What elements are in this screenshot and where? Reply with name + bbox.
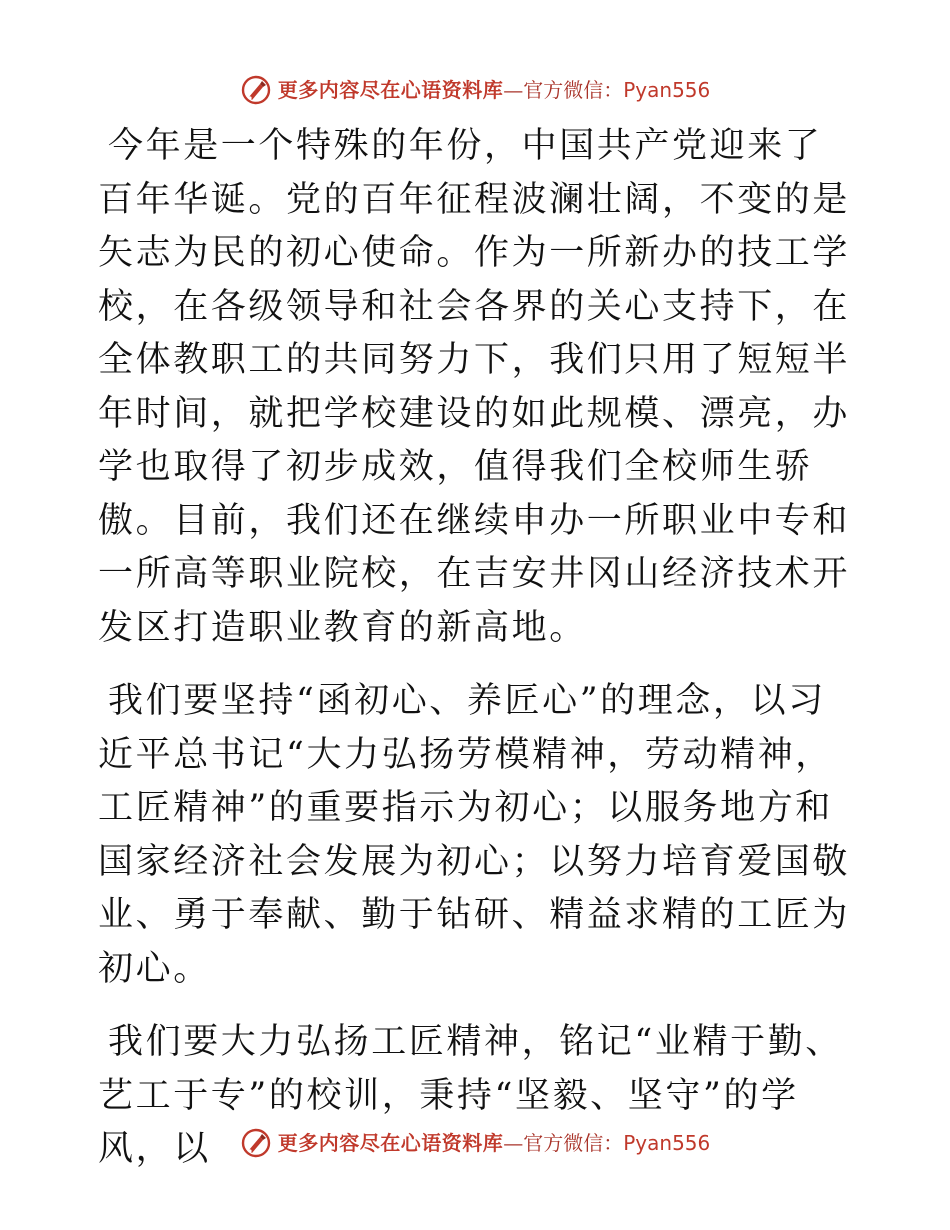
- pen-logo-icon: [240, 1127, 272, 1159]
- header-banner-text: 更多内容尽在心语资料库: [277, 78, 504, 102]
- header-official-label: 官方微信：: [523, 78, 624, 102]
- pen-logo-icon: [240, 74, 272, 106]
- header-dash: —: [503, 78, 524, 102]
- header-banner: [0, 74, 950, 106]
- paragraph-3: 我们要大力弘扬工匠精神，铭记“业精于勤、艺工于专”的校训，秉持“坚毅、坚守”的学风，以: [98, 1022, 843, 1169]
- paragraph-1: 今年是一个特殊的年份，中国共产党迎来了百年华诞。党的百年征程波澜壮阔，不变的是矢志为民的初心使命。作为一所新办的技工学校，在各级领导和社会各界的关心支持下，在全体教职工的共同努力下，我们只用了短短半年时间，就把学校建设的如此规模、漂亮，办学也取得了初步成效，值得我们全校师生骄傲。目前，我们还在继续申办一所职业中专和一所高等职业院校，在吉安井冈山经济技术开发区打造职业教育的新高地。: [98, 126, 851, 648]
- footer-dash: —: [503, 1131, 524, 1155]
- header-wechat-id: Pyan556: [623, 78, 711, 102]
- paragraph-2: 我们要坚持“函初心、养匠心”的理念，以习近平总书记“大力弘扬劳模精神，劳动精神，工匠精神”的重要指示为初心；以服务地方和国家经济社会发展为初心；以努力培育爱国敬业、勇于奉献、勤于钻研、精益求精的工匠为初心。: [98, 681, 851, 989]
- footer-official-label: 官方微信：: [523, 1131, 624, 1155]
- document-body: [98, 120, 858, 1197]
- footer-banner: [0, 1127, 950, 1159]
- footer-wechat-id: Pyan556: [623, 1131, 711, 1155]
- footer-banner-text: 更多内容尽在心语资料库: [277, 1131, 504, 1155]
